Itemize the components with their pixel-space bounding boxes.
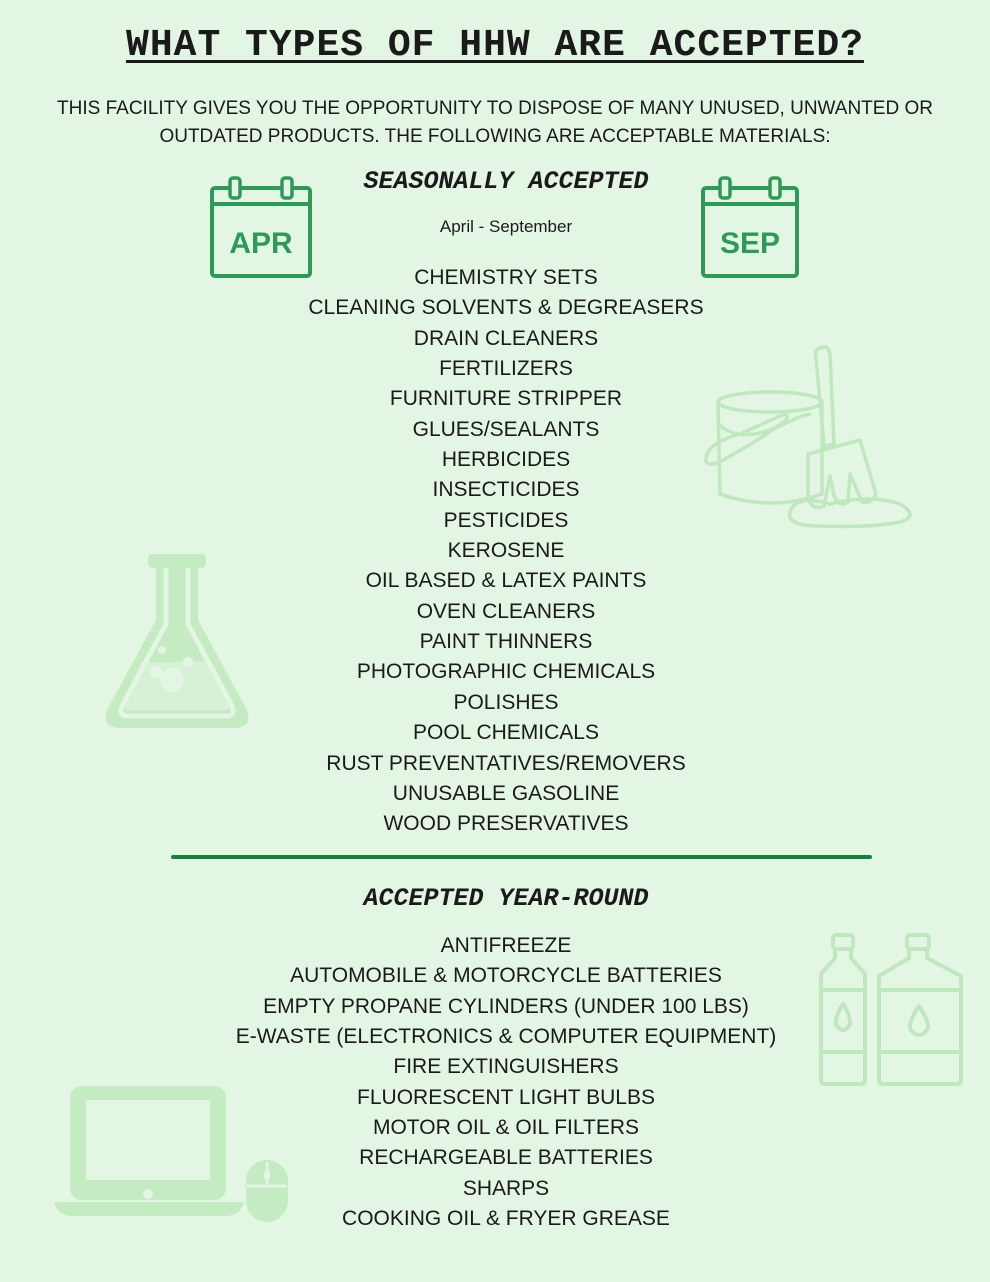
list-item: FERTILIZERS: [439, 357, 573, 381]
list-item: FLUORESCENT LIGHT BULBS: [357, 1085, 655, 1109]
list-item: DRAIN CLEANERS: [413, 326, 599, 350]
list-item: MOTOR OIL & OIL FILTERS: [372, 1116, 640, 1140]
list-item: POOL CHEMICALS: [413, 721, 599, 745]
list-item: RUST PREVENTATIVES/REMOVERS: [326, 751, 686, 775]
list-item: E-WASTE (ELECTRONICS & COMPUTER EQUIPMENT): [235, 1025, 777, 1049]
list-item: FIRE EXTINGUISHERS: [393, 1055, 619, 1079]
list-item: RECHARGEABLE BATTERIES: [359, 1146, 653, 1170]
list-item: INSECTICIDES: [432, 478, 580, 502]
list-item: ANTIFREEZE: [440, 934, 572, 957]
list-item: POLISHES: [453, 690, 559, 714]
year-round-list: [0, 931, 990, 1234]
intro-line-2: OUTDATED PRODUCTS. THE FOLLOWING ARE ACCEPTABLE MATERIALS:: [159, 126, 831, 147]
seasonal-list: [0, 263, 990, 840]
list-item: UNUSABLE GASOLINE: [392, 781, 620, 805]
list-item: AUTOMOBILE & MOTORCYCLE BATTERIES: [290, 964, 722, 988]
year-round-heading: ACCEPTED YEAR-ROUND: [363, 884, 649, 913]
list-item: PAINT THINNERS: [419, 630, 593, 654]
intro-line-1: THIS FACILITY GIVES YOU THE OPPORTUNITY TO DISPOSE OF MANY UNUSED, UNWANTED OR: [57, 98, 933, 119]
list-item: CLEANING SOLVENTS & DEGREASERS: [308, 296, 704, 320]
list-item: HERBICIDES: [441, 448, 571, 472]
list-item: GLUES/SEALANTS: [412, 417, 600, 441]
list-item: CHEMISTRY SETS: [414, 266, 598, 289]
list-item: KEROSENE: [447, 539, 565, 563]
list-item: PESTICIDES: [443, 508, 569, 532]
list-item: EMPTY PROPANE CYLINDERS (UNDER 100 LBS): [263, 994, 749, 1018]
list-item: OIL BASED & LATEX PAINTS: [365, 569, 647, 593]
list-item: COOKING OIL & FRYER GREASE: [342, 1207, 670, 1231]
calendar-month-apr: APR: [229, 227, 293, 260]
list-item: OVEN CLEANERS: [416, 599, 596, 623]
intro-text: [20, 95, 970, 151]
seasonal-date-range: April - September: [439, 217, 573, 236]
list-item: WOOD PRESERVATIVES: [383, 812, 629, 836]
list-item: SHARPS: [462, 1176, 550, 1200]
seasonal-heading: SEASONALLY ACCEPTED: [363, 167, 649, 196]
list-item: FURNITURE STRIPPER: [389, 387, 623, 411]
list-item: PHOTOGRAPHIC CHEMICALS: [356, 660, 656, 684]
section-divider: [171, 855, 872, 859]
calendar-month-sep: SEP: [719, 227, 781, 260]
page-title: WHAT TYPES OF HHW ARE ACCEPTED?: [126, 24, 864, 67]
